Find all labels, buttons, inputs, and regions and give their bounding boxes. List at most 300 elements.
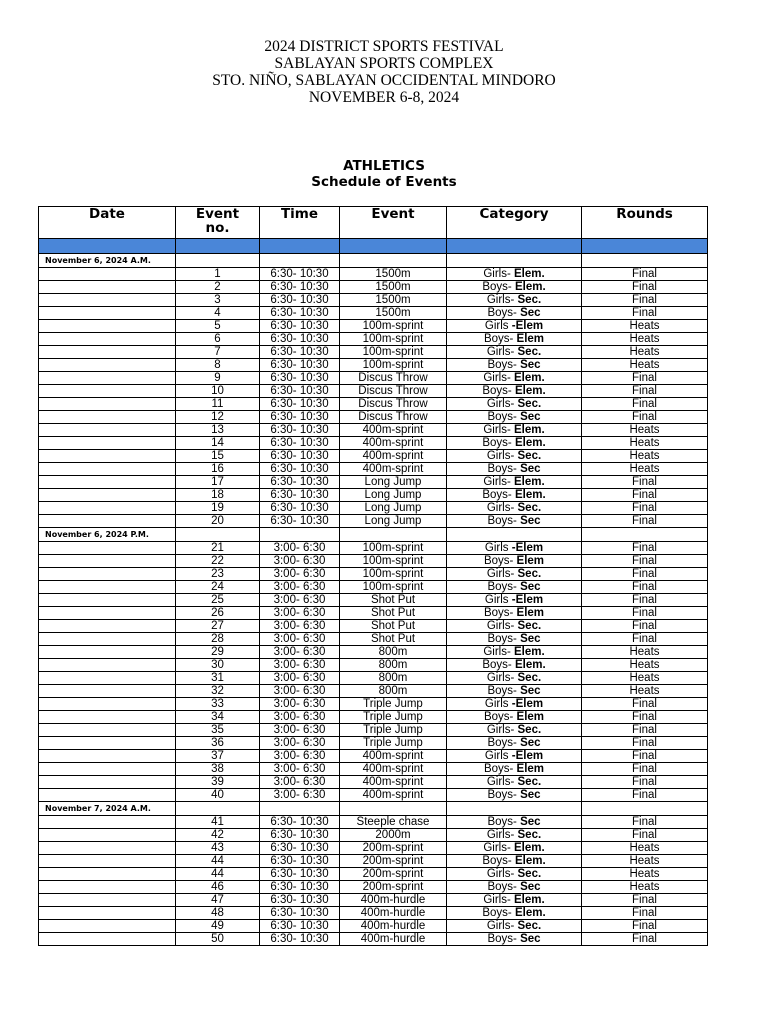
date-cell — [39, 346, 176, 359]
time-cell: 6:30- 10:30 — [260, 333, 340, 346]
category-level: Elem. — [514, 281, 546, 293]
date-section-row — [39, 528, 708, 542]
date-cell — [39, 450, 176, 463]
event-cell: 400m-sprint — [340, 424, 447, 437]
table-row — [39, 359, 708, 372]
date-cell — [39, 907, 176, 920]
category-level: Sec. — [517, 920, 542, 932]
date-label: November 6, 2024 A.M. — [39, 254, 176, 268]
time-cell: 6:30- 10:30 — [260, 346, 340, 359]
document-header — [0, 38, 768, 106]
table-row — [39, 568, 708, 581]
category-cell — [447, 294, 582, 307]
date-cell — [39, 933, 176, 946]
col-header-event: Event — [340, 207, 447, 239]
rounds-cell: Final — [582, 894, 708, 907]
date-cell — [39, 489, 176, 502]
category-gender: Boys- — [482, 281, 515, 293]
time-cell: 6:30- 10:30 — [260, 294, 340, 307]
category-level: Elem. — [514, 659, 546, 671]
time-cell: 6:30- 10:30 — [260, 829, 340, 842]
event-no-cell: 46 — [176, 881, 260, 894]
category-cell — [447, 450, 582, 463]
time-cell: 6:30- 10:30 — [260, 907, 340, 920]
date-cell — [39, 737, 176, 750]
category-cell — [447, 711, 582, 724]
col-header-event-no: Event no. — [176, 207, 260, 239]
rounds-cell: Final — [582, 594, 708, 607]
category-gender: Boys- — [482, 437, 515, 449]
time-cell: 3:00- 6:30 — [260, 633, 340, 646]
event-no-cell: 2 — [176, 281, 260, 294]
date-cell — [39, 463, 176, 476]
category-cell — [447, 672, 582, 685]
rounds-cell: Final — [582, 294, 708, 307]
category-cell — [447, 424, 582, 437]
event-cell: Steeple chase — [340, 816, 447, 829]
event-cell: 200m-sprint — [340, 881, 447, 894]
event-no-cell: 23 — [176, 568, 260, 581]
category-cell — [447, 816, 582, 829]
category-cell — [447, 542, 582, 555]
category-gender: Girls- — [486, 620, 518, 632]
date-cell — [39, 515, 176, 528]
table-row — [39, 737, 708, 750]
rounds-cell: Final — [582, 933, 708, 946]
date-cell — [39, 659, 176, 672]
rounds-cell: Heats — [582, 320, 708, 333]
date-cell — [39, 607, 176, 620]
date-cell — [39, 646, 176, 659]
date-cell — [39, 581, 176, 594]
event-cell: Discus Throw — [340, 385, 447, 398]
schedule-subtitle: Schedule of Events — [311, 174, 457, 190]
table-row — [39, 633, 708, 646]
event-cell: 400m-hurdle — [340, 933, 447, 946]
category-cell — [447, 411, 582, 424]
time-cell: 3:00- 6:30 — [260, 763, 340, 776]
event-cell: 400m-sprint — [340, 789, 447, 802]
time-cell: 6:30- 10:30 — [260, 385, 340, 398]
table-row — [39, 894, 708, 907]
table-row — [39, 776, 708, 789]
category-cell — [447, 620, 582, 633]
category-gender: Girls- — [486, 920, 518, 932]
category-level: Sec — [520, 933, 541, 945]
event-cell: 400m-sprint — [340, 750, 447, 763]
event-no-cell: 36 — [176, 737, 260, 750]
category-gender: Girls- — [483, 424, 514, 436]
category-level: Sec. — [517, 346, 542, 358]
category-level: Sec — [520, 633, 541, 645]
rounds-cell: Heats — [582, 333, 708, 346]
time-cell: 6:30- 10:30 — [260, 502, 340, 515]
category-cell — [447, 868, 582, 881]
time-cell: 6:30- 10:30 — [260, 359, 340, 372]
event-cell: 100m-sprint — [340, 320, 447, 333]
event-cell: Discus Throw — [340, 372, 447, 385]
event-no-cell: 9 — [176, 372, 260, 385]
date-cell — [39, 633, 176, 646]
category-cell — [447, 502, 582, 515]
rounds-cell: Final — [582, 281, 708, 294]
time-cell: 3:00- 6:30 — [260, 555, 340, 568]
category-cell — [447, 881, 582, 894]
category-level: Sec — [520, 359, 541, 371]
event-no-cell: 13 — [176, 424, 260, 437]
category-level: Elem — [516, 607, 545, 619]
rounds-cell: Final — [582, 816, 708, 829]
category-cell — [447, 646, 582, 659]
event-cell: Triple Jump — [340, 711, 447, 724]
rounds-cell: Final — [582, 907, 708, 920]
category-gender: Girls- — [486, 398, 518, 410]
table-row — [39, 476, 708, 489]
category-cell — [447, 398, 582, 411]
event-no-cell: 28 — [176, 633, 260, 646]
col-header-date: Date — [39, 207, 176, 239]
event-cell: 400m-hurdle — [340, 920, 447, 933]
time-cell: 3:00- 6:30 — [260, 711, 340, 724]
event-no-cell: 16 — [176, 463, 260, 476]
event-no-cell: 29 — [176, 646, 260, 659]
date-cell — [39, 868, 176, 881]
time-cell: 6:30- 10:30 — [260, 489, 340, 502]
time-cell: 6:30- 10:30 — [260, 868, 340, 881]
event-no-cell: 4 — [176, 307, 260, 320]
category-level: Elem. — [514, 855, 546, 867]
date-cell — [39, 359, 176, 372]
rounds-cell: Heats — [582, 659, 708, 672]
event-cell: 100m-sprint — [340, 346, 447, 359]
date-cell — [39, 711, 176, 724]
event-no-cell: 20 — [176, 515, 260, 528]
table-row — [39, 320, 708, 333]
category-level: Elem. — [513, 268, 545, 280]
time-cell: 3:00- 6:30 — [260, 568, 340, 581]
rounds-cell: Final — [582, 750, 708, 763]
event-no-cell: 22 — [176, 555, 260, 568]
event-no-cell: 21 — [176, 542, 260, 555]
event-cell: 100m-sprint — [340, 542, 447, 555]
event-no-cell: 40 — [176, 789, 260, 802]
category-level: Sec — [520, 307, 541, 319]
table-row — [39, 920, 708, 933]
time-cell: 6:30- 10:30 — [260, 816, 340, 829]
rounds-cell: Final — [582, 307, 708, 320]
event-no-cell: 17 — [176, 476, 260, 489]
time-cell: 3:00- 6:30 — [260, 724, 340, 737]
table-row — [39, 816, 708, 829]
date-cell — [39, 476, 176, 489]
category-level: Sec — [520, 789, 541, 801]
event-no-cell: 38 — [176, 763, 260, 776]
event-cell: 800m — [340, 672, 447, 685]
rounds-cell: Final — [582, 763, 708, 776]
date-cell — [39, 333, 176, 346]
category-level: Sec — [520, 737, 541, 749]
rounds-cell: Heats — [582, 346, 708, 359]
event-cell: Triple Jump — [340, 724, 447, 737]
event-no-cell: 11 — [176, 398, 260, 411]
category-gender: Girls- — [483, 646, 514, 658]
table-row — [39, 385, 708, 398]
rounds-cell: Final — [582, 502, 708, 515]
table-row — [39, 333, 708, 346]
time-cell: 6:30- 10:30 — [260, 894, 340, 907]
category-cell — [447, 907, 582, 920]
event-cell: 800m — [340, 646, 447, 659]
event-cell: Long Jump — [340, 489, 447, 502]
category-level: Elem. — [513, 646, 545, 658]
col-header-time: Time — [260, 207, 340, 239]
event-no-cell: 6 — [176, 333, 260, 346]
time-cell: 3:00- 6:30 — [260, 776, 340, 789]
event-cell: 1500m — [340, 307, 447, 320]
date-cell — [39, 698, 176, 711]
event-cell: Triple Jump — [340, 698, 447, 711]
event-cell: Shot Put — [340, 607, 447, 620]
date-cell — [39, 555, 176, 568]
date-cell — [39, 542, 176, 555]
category-gender: Girls- — [483, 894, 514, 906]
event-no-cell: 1 — [176, 268, 260, 281]
table-row — [39, 881, 708, 894]
event-no-cell: 44 — [176, 868, 260, 881]
category-gender: Girls — [484, 698, 512, 710]
col-header-category: Category — [447, 207, 582, 239]
rounds-cell: Heats — [582, 855, 708, 868]
event-cell: 1500m — [340, 268, 447, 281]
category-gender: Girls- — [486, 724, 518, 736]
table-row — [39, 789, 708, 802]
event-cell: Shot Put — [340, 620, 447, 633]
table-row — [39, 868, 708, 881]
category-level: Sec. — [517, 868, 542, 880]
event-dates: NOVEMBER 6-8, 2024 — [308, 89, 460, 106]
event-cell: 400m-sprint — [340, 437, 447, 450]
table-row — [39, 685, 708, 698]
category-level: -Elem — [511, 698, 544, 710]
category-cell — [447, 698, 582, 711]
time-cell: 6:30- 10:30 — [260, 855, 340, 868]
category-gender: Boys- — [487, 411, 521, 423]
date-cell — [39, 881, 176, 894]
time-cell: 6:30- 10:30 — [260, 842, 340, 855]
event-cell: 100m-sprint — [340, 568, 447, 581]
event-no-cell: 33 — [176, 698, 260, 711]
category-level: Sec — [520, 581, 541, 593]
table-row — [39, 829, 708, 842]
table-row — [39, 515, 708, 528]
date-cell — [39, 385, 176, 398]
event-cell: Long Jump — [340, 515, 447, 528]
category-gender: Boys- — [482, 385, 515, 397]
time-cell: 6:30- 10:30 — [260, 437, 340, 450]
rounds-cell: Final — [582, 476, 708, 489]
event-no-cell: 39 — [176, 776, 260, 789]
date-cell — [39, 894, 176, 907]
date-cell — [39, 763, 176, 776]
category-cell — [447, 320, 582, 333]
time-cell: 3:00- 6:30 — [260, 737, 340, 750]
event-cell: 200m-sprint — [340, 855, 447, 868]
col-header-rounds: Rounds — [582, 207, 708, 239]
event-no-cell: 42 — [176, 829, 260, 842]
date-cell — [39, 568, 176, 581]
category-cell — [447, 920, 582, 933]
event-no-cell: 7 — [176, 346, 260, 359]
rounds-cell: Heats — [582, 842, 708, 855]
category-level: Elem — [516, 333, 545, 345]
rounds-cell: Heats — [582, 437, 708, 450]
date-cell — [39, 294, 176, 307]
date-cell — [39, 724, 176, 737]
time-cell: 6:30- 10:30 — [260, 281, 340, 294]
category-gender: Boys- — [483, 607, 517, 619]
rounds-cell: Heats — [582, 450, 708, 463]
category-cell — [447, 372, 582, 385]
table-row — [39, 907, 708, 920]
category-cell — [447, 685, 582, 698]
category-gender: Boys- — [483, 555, 517, 567]
category-gender: Boys- — [487, 633, 521, 645]
category-cell — [447, 763, 582, 776]
header-separator-row — [39, 239, 708, 254]
category-cell — [447, 437, 582, 450]
table-row — [39, 581, 708, 594]
event-no-cell: 37 — [176, 750, 260, 763]
event-cell: Discus Throw — [340, 398, 447, 411]
event-no-cell: 10 — [176, 385, 260, 398]
time-cell: 3:00- 6:30 — [260, 685, 340, 698]
category-cell — [447, 385, 582, 398]
category-level: Elem. — [514, 437, 546, 449]
table-row — [39, 763, 708, 776]
date-cell — [39, 502, 176, 515]
event-cell: 800m — [340, 685, 447, 698]
date-cell — [39, 424, 176, 437]
event-no-cell: 49 — [176, 920, 260, 933]
category-cell — [447, 346, 582, 359]
table-row — [39, 411, 708, 424]
category-gender: Girls- — [486, 294, 518, 306]
date-section-row — [39, 254, 708, 268]
category-level: Elem. — [513, 424, 545, 436]
time-cell: 3:00- 6:30 — [260, 789, 340, 802]
event-cell: Long Jump — [340, 502, 447, 515]
category-cell — [447, 829, 582, 842]
event-no-cell: 14 — [176, 437, 260, 450]
time-cell: 3:00- 6:30 — [260, 672, 340, 685]
event-no-cell: 30 — [176, 659, 260, 672]
event-cell: 200m-sprint — [340, 868, 447, 881]
category-level: Sec — [520, 515, 541, 527]
rounds-cell: Final — [582, 555, 708, 568]
category-cell — [447, 933, 582, 946]
event-no-cell: 15 — [176, 450, 260, 463]
category-cell — [447, 633, 582, 646]
category-level: Sec. — [517, 502, 542, 514]
table-row — [39, 594, 708, 607]
date-label: November 7, 2024 A.M. — [39, 802, 176, 816]
category-gender: Boys- — [487, 463, 521, 475]
category-cell — [447, 568, 582, 581]
category-cell — [447, 776, 582, 789]
category-level: Sec — [520, 685, 541, 697]
table-row — [39, 855, 708, 868]
category-gender: Boys- — [487, 359, 521, 371]
category-gender: Girls — [484, 320, 512, 332]
date-cell — [39, 320, 176, 333]
date-cell — [39, 672, 176, 685]
rounds-cell: Final — [582, 698, 708, 711]
category-level: Elem. — [514, 907, 546, 919]
rounds-cell: Final — [582, 737, 708, 750]
date-cell — [39, 268, 176, 281]
category-gender: Boys- — [487, 789, 521, 801]
category-cell — [447, 268, 582, 281]
category-cell — [447, 789, 582, 802]
category-level: Sec. — [517, 829, 542, 841]
table-row — [39, 750, 708, 763]
category-gender: Girls- — [486, 502, 518, 514]
time-cell: 6:30- 10:30 — [260, 307, 340, 320]
event-no-cell: 34 — [176, 711, 260, 724]
category-level: Sec — [520, 411, 541, 423]
sport-name: ATHLETICS — [343, 158, 425, 174]
rounds-cell: Final — [582, 385, 708, 398]
date-cell — [39, 307, 176, 320]
time-cell: 6:30- 10:30 — [260, 268, 340, 281]
category-level: -Elem — [511, 750, 544, 762]
event-no-cell: 24 — [176, 581, 260, 594]
category-gender: Boys- — [482, 907, 515, 919]
category-gender: Boys- — [487, 881, 521, 893]
rounds-cell: Final — [582, 411, 708, 424]
event-cell: Shot Put — [340, 594, 447, 607]
category-cell — [447, 359, 582, 372]
time-cell: 6:30- 10:30 — [260, 372, 340, 385]
category-level: Sec. — [517, 672, 542, 684]
time-cell: 3:00- 6:30 — [260, 698, 340, 711]
event-cell: Shot Put — [340, 633, 447, 646]
rounds-cell: Final — [582, 398, 708, 411]
category-gender: Girls- — [483, 372, 514, 384]
event-no-cell: 12 — [176, 411, 260, 424]
time-cell: 3:00- 6:30 — [260, 620, 340, 633]
event-cell: 1500m — [340, 294, 447, 307]
category-cell — [447, 281, 582, 294]
rounds-cell: Final — [582, 372, 708, 385]
schedule-table — [38, 206, 708, 946]
rounds-cell: Final — [582, 920, 708, 933]
category-level: Sec. — [517, 620, 542, 632]
time-cell: 3:00- 6:30 — [260, 659, 340, 672]
time-cell: 6:30- 10:30 — [260, 933, 340, 946]
category-cell — [447, 489, 582, 502]
date-cell — [39, 750, 176, 763]
time-cell: 3:00- 6:30 — [260, 581, 340, 594]
date-cell — [39, 620, 176, 633]
rounds-cell: Heats — [582, 685, 708, 698]
category-level: Sec — [520, 881, 541, 893]
category-cell — [447, 333, 582, 346]
table-header-row — [39, 207, 708, 239]
event-cell: 100m-sprint — [340, 555, 447, 568]
event-no-cell: 19 — [176, 502, 260, 515]
category-level: Elem. — [513, 372, 545, 384]
